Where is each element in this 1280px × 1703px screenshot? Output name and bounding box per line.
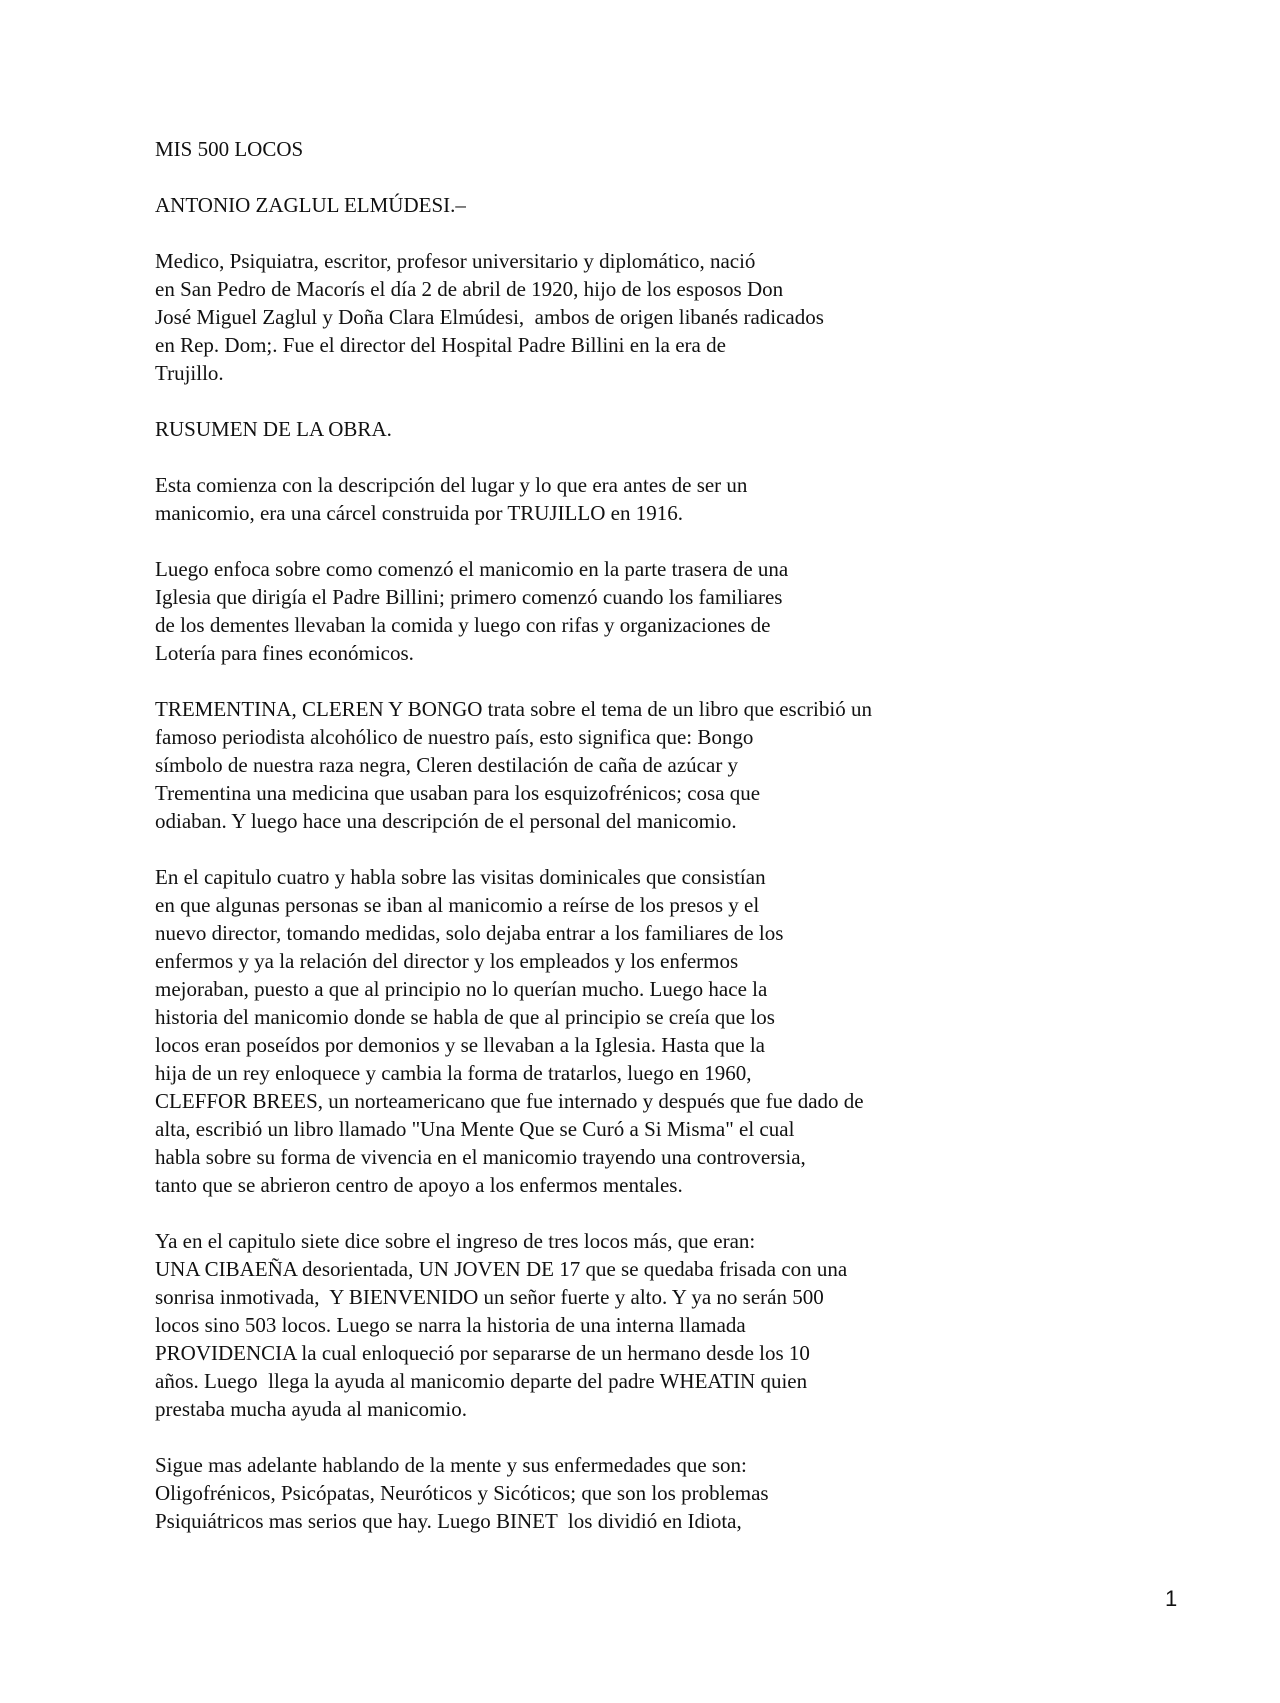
paragraph [155, 1451, 1175, 1535]
blank-line [155, 1199, 1175, 1227]
paragraph-line: alta, escribió un libro llamado "Una Mente Que se Curó a Si Misma" el cual [155, 1117, 795, 1141]
paragraph [155, 555, 1175, 667]
summary-heading: RUSUMEN DE LA OBRA. [155, 417, 392, 441]
paragraph-line: sonrisa inmotivada, Y BIENVENIDO un señor fuerte y alto. Y ya no serán 500 [155, 1285, 824, 1309]
paragraph-line: de los dementes llevaban la comida y luego con rifas y organizaciones de [155, 613, 771, 637]
paragraph-line: famoso periodista alcohólico de nuestro país, esto significa que: Bongo [155, 725, 754, 749]
paragraph-line: en que algunas personas se iban al manicomio a reírse de los presos y el [155, 893, 760, 917]
bio-line: en Rep. Dom;. Fue el director del Hospital Padre Billini en la era de [155, 333, 726, 357]
paragraph-line: En el capitulo cuatro y habla sobre las visitas dominicales que consistían [155, 865, 766, 889]
paragraph-line: enfermos y ya la relación del director y los empleados y los enfermos [155, 949, 739, 973]
paragraph-line: Esta comienza con la descripción del lugar y lo que era antes de ser un [155, 473, 748, 497]
paragraph-line: CLEFFOR BREES, un norteamericano que fue internado y después que fue dado de [155, 1089, 864, 1113]
paragraph [155, 695, 1175, 835]
paragraph [155, 1227, 1175, 1423]
paragraph-line: Luego enfoca sobre como comenzó el manicomio en la parte trasera de una [155, 557, 789, 581]
paragraph-line: PROVIDENCIA la cual enloqueció por separarse de un hermano desde los 10 [155, 1341, 810, 1365]
paragraph [155, 863, 1175, 1199]
paragraph-line: Psiquiátricos mas serios que hay. Luego BINET los dividió en Idiota, [155, 1509, 742, 1533]
author-bio [155, 247, 1175, 387]
blank-line [155, 163, 1175, 191]
paragraph-line: Iglesia que dirigía el Padre Billini; primero comenzó cuando los familiares [155, 585, 783, 609]
paragraph-line: mejoraban, puesto a que al principio no lo querían mucho. Luego hace la [155, 977, 768, 1001]
blank-line [155, 219, 1175, 247]
paragraph-line: TREMENTINA, CLEREN Y BONGO trata sobre el tema de un libro que escribió un [155, 697, 872, 721]
paragraph-line: Trementina una medicina que usaban para los esquizofrénicos; cosa que [155, 781, 761, 805]
paragraph-line: Oligofrénicos, Psicópatas, Neuróticos y Sicóticos; que son los problemas [155, 1481, 769, 1505]
blank-line [155, 527, 1175, 555]
paragraph-line: locos eran poseídos por demonios y se llevaban a la Iglesia. Hasta que la [155, 1033, 765, 1057]
author-name: ANTONIO ZAGLUL ELMÚDESI.– [155, 193, 466, 217]
paragraph-line: odiaban. Y luego hace una descripción de el personal del manicomio. [155, 809, 737, 833]
bio-line: Trujillo. [155, 361, 224, 385]
paragraph-line: nuevo director, tomando medidas, solo dejaba entrar a los familiares de los [155, 921, 784, 945]
paragraph-line: Ya en el capitulo siete dice sobre el ingreso de tres locos más, que eran: [155, 1229, 756, 1253]
blank-line [155, 443, 1175, 471]
paragraph-line: símbolo de nuestra raza negra, Cleren destilación de caña de azúcar y [155, 753, 739, 777]
blank-line [155, 667, 1175, 695]
paragraph-line: manicomio, era una cárcel construida por TRUJILLO en 1916. [155, 501, 683, 525]
page-number: 1 [1165, 1586, 1178, 1611]
blank-line [155, 387, 1175, 415]
paragraph-line: prestaba mucha ayuda al manicomio. [155, 1397, 467, 1421]
paragraph-line: tanto que se abrieron centro de apoyo a los enfermos mentales. [155, 1173, 683, 1197]
blank-line [155, 835, 1175, 863]
document-page [155, 135, 1175, 1535]
paragraph-line: locos sino 503 locos. Luego se narra la historia de una interna llamada [155, 1313, 746, 1337]
blank-line [155, 1423, 1175, 1451]
paragraph-line: hija de un rey enloquece y cambia la forma de tratarlos, luego en 1960, [155, 1061, 752, 1085]
paragraph-line: habla sobre su forma de vivencia en el manicomio trayendo una controversia, [155, 1145, 806, 1169]
paragraph-line: historia del manicomio donde se habla de que al principio se creía que los [155, 1005, 775, 1029]
paragraph-line: Sigue mas adelante hablando de la mente y sus enfermedades que son: [155, 1453, 747, 1477]
document-title: MIS 500 LOCOS [155, 137, 304, 161]
bio-line: en San Pedro de Macorís el día 2 de abril de 1920, hijo de los esposos Don [155, 277, 784, 301]
paragraph-line: años. Luego llega la ayuda al manicomio departe del padre WHEATIN quien [155, 1369, 808, 1393]
paragraph-line: Lotería para fines económicos. [155, 641, 414, 665]
bio-line: José Miguel Zaglul y Doña Clara Elmúdesi, ambos de origen libanés radicados [155, 305, 824, 329]
bio-line: Medico, Psiquiatra, escritor, profesor universitario y diplomático, nació [155, 249, 756, 273]
paragraph-line: UNA CIBAEÑA desorientada, UN JOVEN DE 17 que se quedaba frisada con una [155, 1257, 848, 1281]
paragraph [155, 471, 1175, 527]
